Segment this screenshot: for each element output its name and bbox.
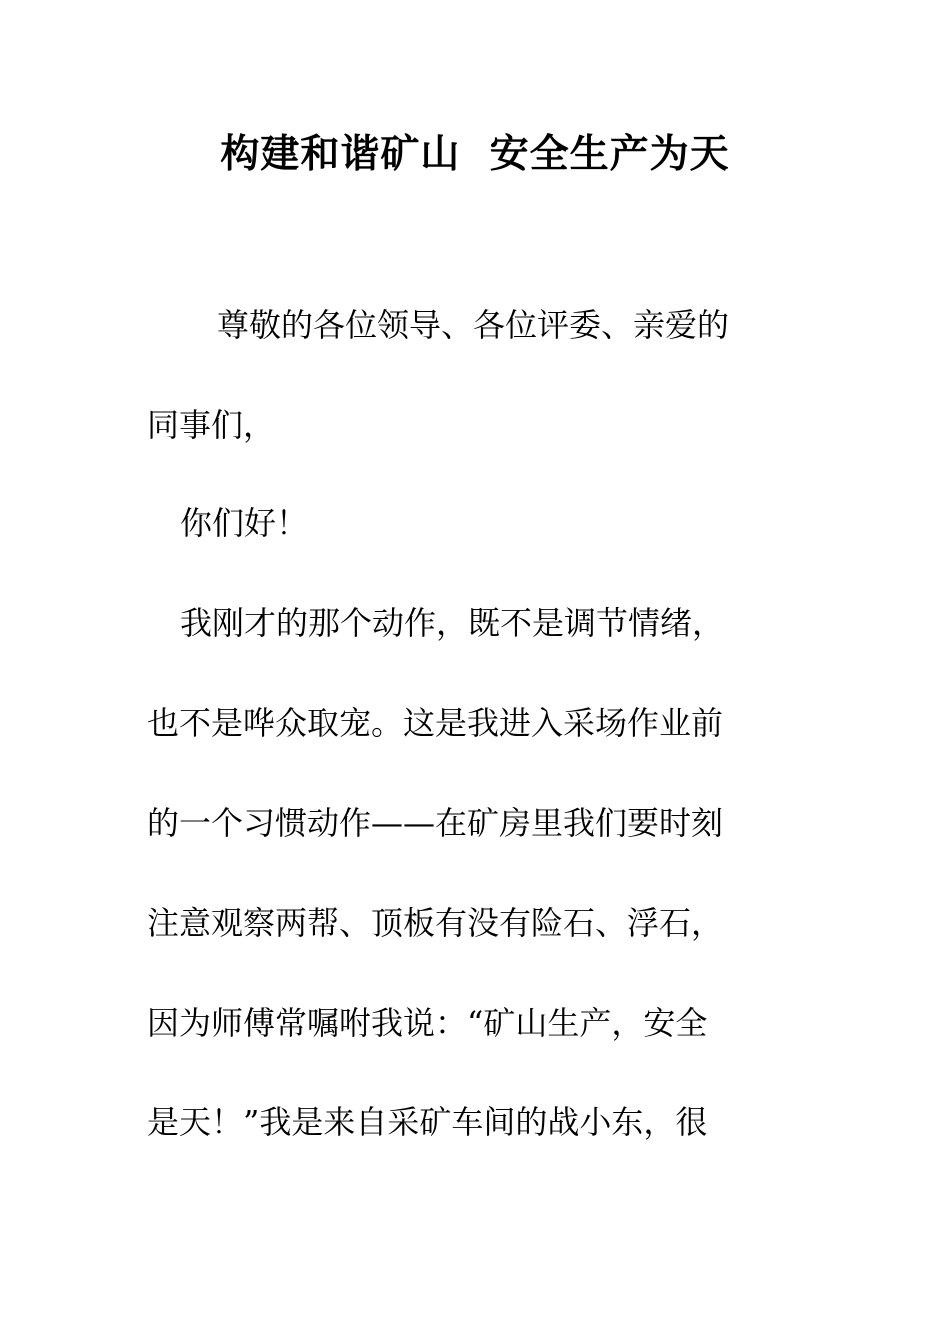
paragraph-line-4: 我刚才的那个动作，既不是调节情绪， <box>180 604 725 642</box>
paragraph-line-6: 的一个习惯动作——在矿房里我们要时刻 <box>147 804 724 842</box>
paragraph-line-1: 尊敬的各位领导、各位评委、亲爱的 <box>217 306 730 344</box>
paragraph-line-3: 你们好！ <box>180 504 309 542</box>
paragraph-line-7: 注意观察两帮、顶板有没有险石、浮石， <box>147 904 724 942</box>
paragraph-line-5: 也不是哗众取宠。这是我进入采场作业前 <box>147 704 724 742</box>
paragraph-line-9: 是天！”我是来自采矿车间的战小东，很 <box>147 1103 708 1141</box>
document-title: 构建和谐矿山 安全生产为天 <box>220 131 730 177</box>
paragraph-line-2: 同事们， <box>147 406 276 444</box>
paragraph-line-8: 因为师傅常嘱咐我说：“矿山生产，安全 <box>147 1004 708 1042</box>
